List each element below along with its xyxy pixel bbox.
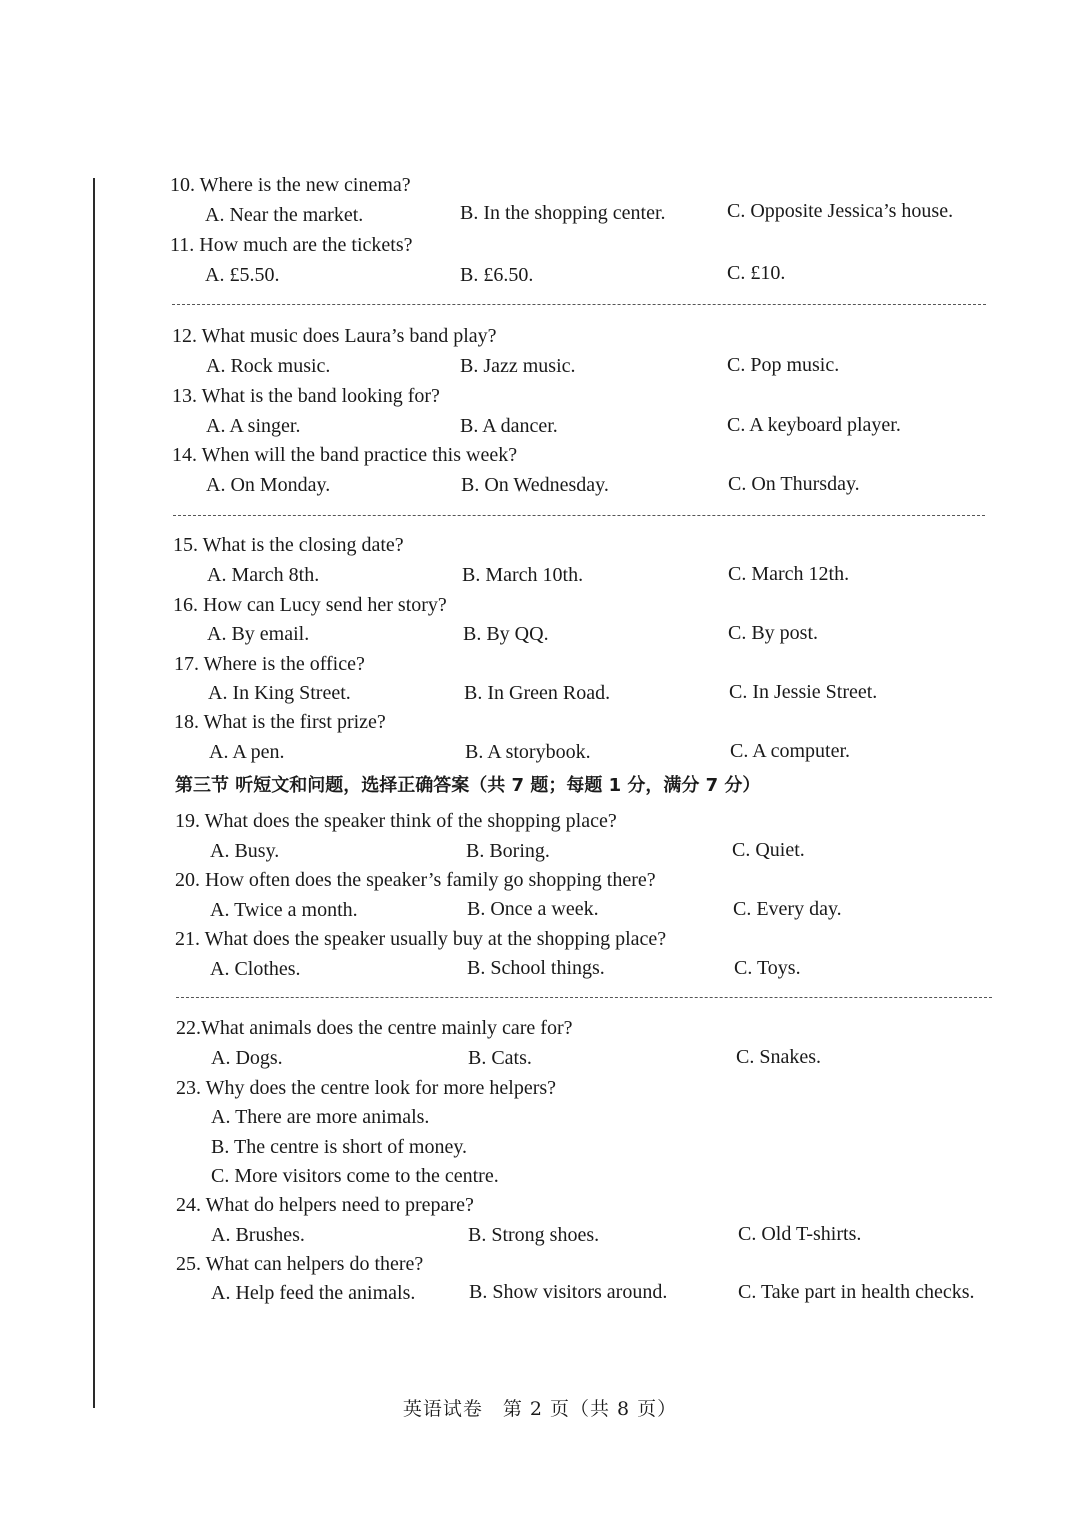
- q16-option-a: A. By email.: [207, 623, 310, 645]
- q25-option-a: A. Help feed the animals.: [211, 1282, 416, 1304]
- q19-option-c: C. Quiet.: [732, 839, 805, 861]
- q12-option-c: C. Pop music.: [727, 354, 840, 376]
- question-15: 15. What is the closing date?: [173, 534, 404, 556]
- q23-option-c: C. More visitors come to the centre.: [211, 1165, 499, 1187]
- q21-option-c: C. Toys.: [734, 957, 801, 979]
- q23-option-a: A. There are more animals.: [211, 1106, 430, 1128]
- question-10: 10. Where is the new cinema?: [170, 174, 411, 196]
- q13-option-c: C. A keyboard player.: [727, 414, 901, 436]
- q20-option-b: B. Once a week.: [467, 898, 599, 920]
- q18-option-a: A. A pen.: [209, 741, 285, 763]
- q21-option-a: A. Clothes.: [210, 958, 301, 980]
- q18-option-c: C. A computer.: [730, 740, 850, 762]
- question-19: 19. What does the speaker think of the shopping place?: [175, 810, 617, 832]
- q11-option-b: B. £6.50.: [460, 264, 534, 286]
- q10-option-b: B. In the shopping center.: [460, 202, 666, 224]
- q23-option-b: B. The centre is short of money.: [211, 1136, 468, 1158]
- q24-option-a: A. Brushes.: [211, 1224, 305, 1246]
- q25-option-c: C. Take part in health checks.: [738, 1281, 975, 1303]
- q12-option-a: A. Rock music.: [206, 355, 331, 377]
- question-17: 17. Where is the office?: [174, 653, 365, 675]
- q24-option-b: B. Strong shoes.: [468, 1224, 600, 1246]
- page-footer: 英语试卷 第 2 页（共 8 页）: [402, 1398, 678, 1420]
- q10-option-a: A. Near the market.: [205, 204, 364, 226]
- q11-option-c: C. £10.: [727, 262, 786, 284]
- q20-option-c: C. Every day.: [733, 898, 842, 920]
- q15-option-a: A. March 8th.: [207, 564, 320, 586]
- q14-option-b: B. On Wednesday.: [461, 474, 609, 496]
- question-20: 20. How often does the speaker’s family go shopping there?: [175, 869, 656, 891]
- q25-option-b: B. Show visitors around.: [469, 1281, 668, 1303]
- question-14: 14. When will the band practice this week?: [172, 444, 518, 466]
- q14-option-a: A. On Monday.: [206, 474, 331, 496]
- q19-option-b: B. Boring.: [466, 840, 550, 862]
- question-24: 24. What do helpers need to prepare?: [176, 1194, 474, 1216]
- question-13: 13. What is the band looking for?: [172, 385, 440, 407]
- q22-option-c: C. Snakes.: [736, 1046, 821, 1068]
- q22-option-a: A. Dogs.: [211, 1047, 283, 1069]
- question-23: 23. Why does the centre look for more helpers?: [176, 1077, 557, 1099]
- q15-option-c: C. March 12th.: [728, 563, 850, 585]
- q20-option-a: A. Twice a month.: [210, 899, 358, 921]
- q13-option-b: B. A dancer.: [460, 415, 558, 437]
- q22-option-b: B. Cats.: [468, 1047, 532, 1069]
- q15-option-b: B. March 10th.: [462, 564, 584, 586]
- q17-option-c: C. In Jessie Street.: [729, 681, 878, 703]
- question-22: 22.What animals does the centre mainly care for?: [176, 1017, 573, 1039]
- q17-option-a: A. In King Street.: [208, 682, 351, 704]
- question-11: 11. How much are the tickets?: [170, 234, 413, 256]
- q13-option-a: A. A singer.: [206, 415, 301, 437]
- q24-option-c: C. Old T-shirts.: [738, 1223, 862, 1245]
- section-3-heading: 第三节 听短文和问题，选择正确答案（共 7 题；每题 1 分，满分 7 分）: [175, 775, 761, 796]
- q14-option-c: C. On Thursday.: [728, 473, 860, 495]
- question-16: 16. How can Lucy send her story?: [173, 594, 447, 616]
- q21-option-b: B. School things.: [467, 957, 605, 979]
- section-divider: [176, 997, 992, 998]
- section-divider: [173, 515, 985, 516]
- q16-option-b: B. By QQ.: [463, 623, 549, 645]
- q18-option-b: B. A storybook.: [465, 741, 591, 763]
- q19-option-a: A. Busy.: [210, 840, 280, 862]
- section-divider: [172, 304, 986, 305]
- q17-option-b: B. In Green Road.: [464, 682, 611, 704]
- question-18: 18. What is the first prize?: [174, 711, 386, 733]
- q16-option-c: C. By post.: [728, 622, 819, 644]
- q10-option-c: C. Opposite Jessica’s house.: [727, 200, 954, 222]
- q11-option-a: A. £5.50.: [205, 264, 280, 286]
- question-12: 12. What music does Laura’s band play?: [172, 325, 497, 347]
- question-21: 21. What does the speaker usually buy at the shopping place?: [175, 928, 667, 950]
- q12-option-b: B. Jazz music.: [460, 355, 576, 377]
- question-25: 25. What can helpers do there?: [176, 1253, 424, 1275]
